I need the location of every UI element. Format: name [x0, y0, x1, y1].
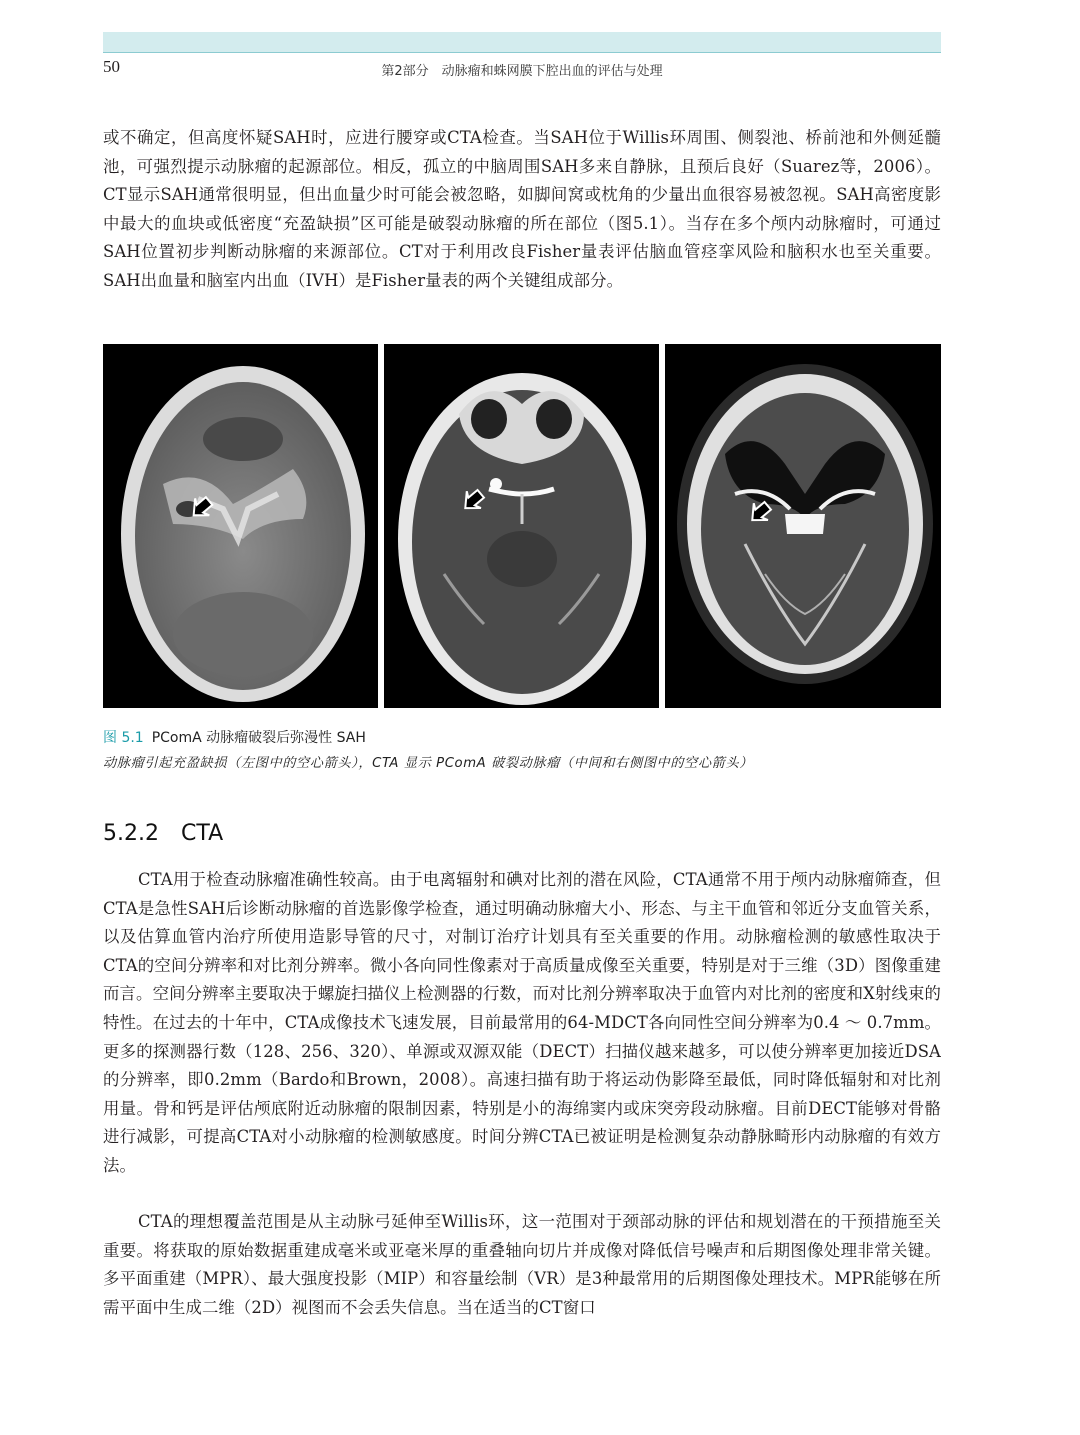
cta-axial-image [384, 344, 659, 708]
noncontrast-ct-image [103, 344, 378, 708]
section-paragraph-1: CTA用于检查动脉瘤准确性较高。由于电离辐射和碘对比剂的潜在风险，CTA通常不用于颅内动脉瘤筛查，但CTA是急性SAH后诊断动脉瘤的首选影像学检查，通过明确动脉瘤大小、形态、与主干血管和邻近分支血管关系，以及估算血管内治疗所使用造影导管的尺寸，对制订治疗计划具有至关重要的作用。动脉瘤检测的敏感性取决于CTA的空间分辨率和对比剂分辨率。微小各向同性像素对于高质量成像至关重要，特别是对于三维（3D）图像重建而言。空间分辨率主要取决于螺旋扫描仪上检测器的行数，而对比剂分辨率取决于血管内对比剂的密度和X射线束的特性。在过去的十年中，CTA成像技术飞速发展，目前最常用的64-MDCT各向同性空间分辨率为0.4 ～ 0.7mm。更多的探测器行数（128、256、320）、单源或双源双能（DECT）扫描仪越来越多，可以使分辨率更加接近DSA的分辨率，即0.2mm（Bardo和Brown，2008）。高速扫描有助于将运动伪影降至最低，同时降低辐射和对比剂用量。骨和钙是评估颅底附近动脉瘤的限制因素，特别是小的海绵窦内或床突旁段动脉瘤。目前DECT能够对骨骼进行减影，可提高CTA对小动脉瘤的检测敏感度。时间分辨CTA已被证明是检测复杂动静脉畸形内动脉瘤的有效方法。 [103, 870, 941, 1175]
header-band [103, 32, 941, 52]
page-number: 50 [103, 57, 120, 76]
figure-5-1 [103, 344, 941, 708]
intro-paragraph: 或不确定，但高度怀疑SAH时，应进行腰穿或CTA检查。当SAH位于Willis环周围、侧裂池、桥前池和外侧延髓池，可强烈提示动脉瘤的起源部位。相反，孤立的中脑周围SAH多来自静脉，且预后良好（Suarez等，2006）。CT显示SAH通常很明显，但出血量少时可能会被忽略，如脚间窝或枕角的少量出血很容易被忽视。SAH高密度影中最大的血块或低密度“充盈缺损”区可能是破裂动脉瘤的所在部位（图5.1）。当存在多个颅内动脉瘤时，可通过SAH位置初步判断动脉瘤的来源部位。CT对于利用改良Fisher量表评估脑血管痉挛风险和脑积水也至关重要。SAH出血量和脑室内出血（IVH）是Fisher量表的两个关键组成部分。 [103, 128, 941, 290]
figure-caption: 动脉瘤引起充盈缺损（左图中的空心箭头），CTA 显示 PComA 破裂动脉瘤（中间和右侧图中的空心箭头） [103, 756, 754, 771]
figure-caption-title [103, 727, 366, 747]
running-title: 第2部分 动脉瘤和蛛网膜下腔出血的评估与处理 [381, 64, 663, 79]
section-paragraph-2: CTA的理想覆盖范围是从主动脉弓延伸至Willis环，这一范围对于颈部动脉的评估和规划潜在的干预措施至关重要。将获取的原始数据重建成毫米或亚毫米厚的重叠轴向切片并成像对降低信号噪声和后期图像处理非常关键。多平面重建（MPR）、最大强度投影（MIP）和容量绘制（VR）是3种最常用的后期图像处理技术。MPR能够在所需平面中生成二维（2D）视图而不会丢失信息。当在适当的CT窗口 [103, 1212, 941, 1317]
section-heading: 5.2.2 CTA [103, 821, 224, 846]
header-rule [103, 52, 941, 53]
cta-mip-image [665, 344, 941, 708]
figure-title: PComA 动脉瘤破裂后弥漫性 SAH [151, 730, 366, 746]
figure-label: 图 5.1 [103, 730, 144, 746]
